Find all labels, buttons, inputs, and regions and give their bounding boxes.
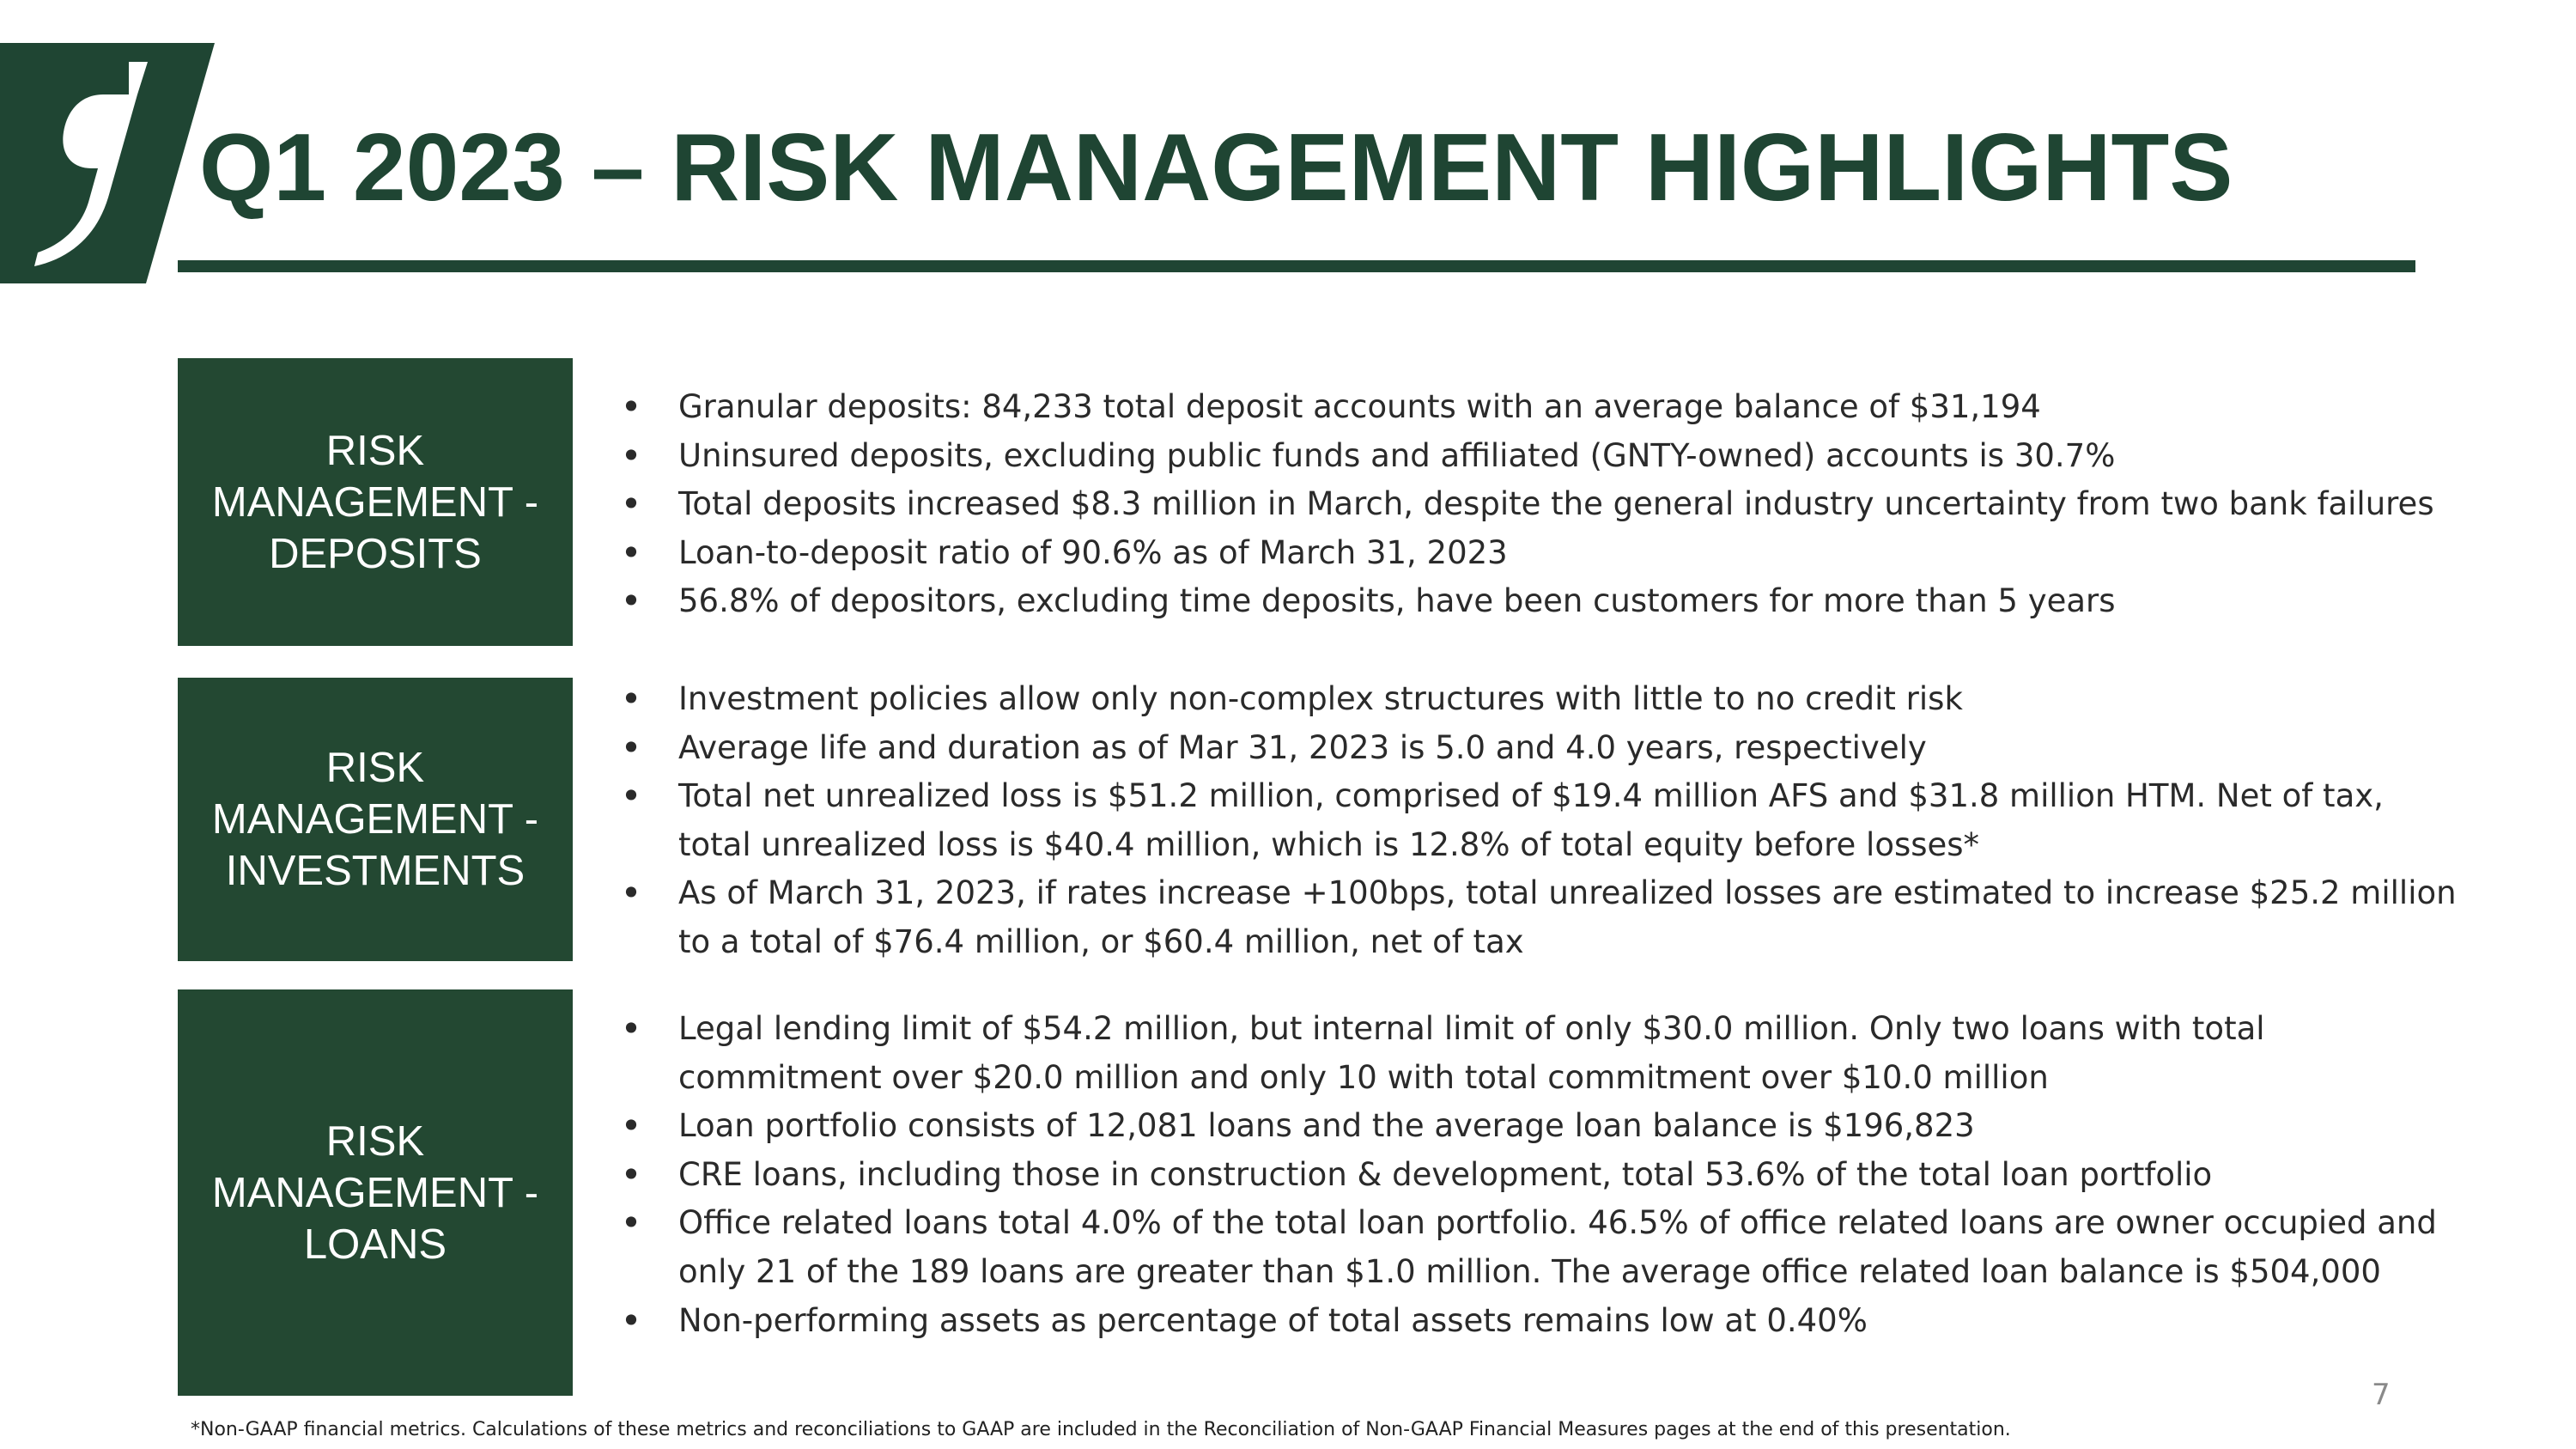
- page-number: 7: [2372, 1378, 2391, 1412]
- bullet-text-line: Legal lending limit of $54.2 million, but internal limit of only $30.0 million. Only two loans with total: [678, 1010, 2265, 1047]
- bullet-text-line: Granular deposits: 84,233 total deposit accounts with an average balance of $31,194: [678, 388, 2041, 425]
- bullet-item: [618, 577, 2434, 626]
- bullet-text-line: Office related loans total 4.0% of the total loan portfolio. 46.5% of office related loans are owner occupied and: [678, 1204, 2437, 1242]
- bullet-dot-icon: •: [620, 1299, 642, 1342]
- bullet-text-line: CRE loans, including those in construction & development, total 53.6% of the total loan portfolio: [678, 1155, 2213, 1193]
- bullet-text-line: only 21 of the 189 loans are greater than $1.0 million. The average office related loan balance is $504,000: [678, 1252, 2381, 1290]
- bullet-dot-icon: •: [620, 1153, 642, 1196]
- bullet-dot-icon: •: [620, 434, 642, 477]
- bullet-list-loans: [618, 1005, 2437, 1345]
- section-label-loans: RISK MANAGEMENT - LOANS: [211, 1117, 539, 1268]
- bullet-dot-icon: •: [620, 531, 642, 574]
- section-box-loans: [178, 989, 573, 1396]
- bullet-dot-icon: •: [620, 726, 642, 769]
- bullet-item: [618, 1102, 2437, 1151]
- bullet-item: [618, 529, 2434, 578]
- bullet-text-line: total unrealized loss is $40.4 million, which is 12.8% of total equity before losses*: [678, 825, 1980, 863]
- bullet-dot-icon: •: [620, 775, 642, 818]
- section-label-investments: RISK MANAGEMENT - INVESTMENTS: [211, 745, 539, 894]
- bullet-item: [618, 1151, 2437, 1200]
- bullet-text-line: to a total of $76.4 million, or $60.4 million, net of tax: [678, 922, 1524, 960]
- footnote: *Non-GAAP financial metrics. Calculations of these metrics and reconciliations to GAAP are included in the Reconciliation of Non-GAAP Financial Measures pages at the end of this presentation.: [191, 1419, 2011, 1440]
- bullet-item: [618, 1199, 2437, 1296]
- bullet-dot-icon: •: [620, 483, 642, 526]
- bullet-dot-icon: •: [620, 872, 642, 915]
- bullet-text-line: Uninsured deposits, excluding public funds and affiliated (GNTY-owned) accounts is 30.7%: [678, 436, 2116, 474]
- bullet-list-investments: [618, 675, 2457, 967]
- bullet-item: [618, 480, 2434, 529]
- bullet-text-line: commitment over $20.0 million and only 10 with total commitment over $10.0 million: [678, 1058, 2049, 1096]
- bullet-text-line: Investment policies allow only non-complex structures with little to no credit risk: [678, 680, 1963, 717]
- bullet-text-line: Average life and duration as of Mar 31, 2023 is 5.0 and 4.0 years, respectively: [678, 728, 1927, 766]
- bullet-text-line: As of March 31, 2023, if rates increase +100bps, total unrealized losses are estimated to increase $25.2 million: [678, 874, 2457, 912]
- section-box-investments: [178, 678, 573, 961]
- page-title: Q1 2023 – RISK MANAGEMENT HIGHLIGHTS: [199, 114, 2233, 221]
- bullet-dot-icon: •: [620, 1202, 642, 1245]
- section-box-deposits: [178, 358, 573, 646]
- bullet-item: [618, 432, 2434, 481]
- bullet-item: [618, 1005, 2437, 1102]
- bullet-dot-icon: •: [620, 1008, 642, 1050]
- bullet-dot-icon: •: [620, 1105, 642, 1148]
- bullet-item: [618, 383, 2434, 432]
- bullet-item: [618, 724, 2457, 773]
- bullet-text-line: Total net unrealized loss is $51.2 million, comprised of $19.4 million AFS and $31.8 million HTM. Net of tax,: [678, 777, 2384, 815]
- bullet-item: [618, 869, 2457, 966]
- title-divider: [178, 260, 2415, 272]
- bullet-text-line: 56.8% of depositors, excluding time deposits, have been customers for more than 5 years: [678, 582, 2116, 620]
- bullet-text-line: Total deposits increased $8.3 million in March, despite the general industry uncertainty from two bank failures: [678, 485, 2434, 523]
- bullet-text-line: Loan-to-deposit ratio of 90.6% as of March 31, 2023: [678, 533, 1508, 571]
- bullet-list-deposits: [618, 383, 2434, 626]
- bullet-text-line: Loan portfolio consists of 12,081 loans and the average loan balance is $196,823: [678, 1107, 1975, 1145]
- bullet-dot-icon: •: [620, 678, 642, 720]
- stylized-g-logo-icon: [0, 43, 215, 283]
- bullet-item: [618, 1297, 2437, 1346]
- bullet-dot-icon: •: [620, 386, 642, 428]
- bullet-item: [618, 675, 2457, 724]
- section-label-deposits: RISK MANAGEMENT - DEPOSITS: [211, 427, 539, 577]
- bullet-dot-icon: •: [620, 580, 642, 623]
- bullet-item: [618, 772, 2457, 869]
- bullet-text-line: Non-performing assets as percentage of total assets remains low at 0.40%: [678, 1301, 1868, 1339]
